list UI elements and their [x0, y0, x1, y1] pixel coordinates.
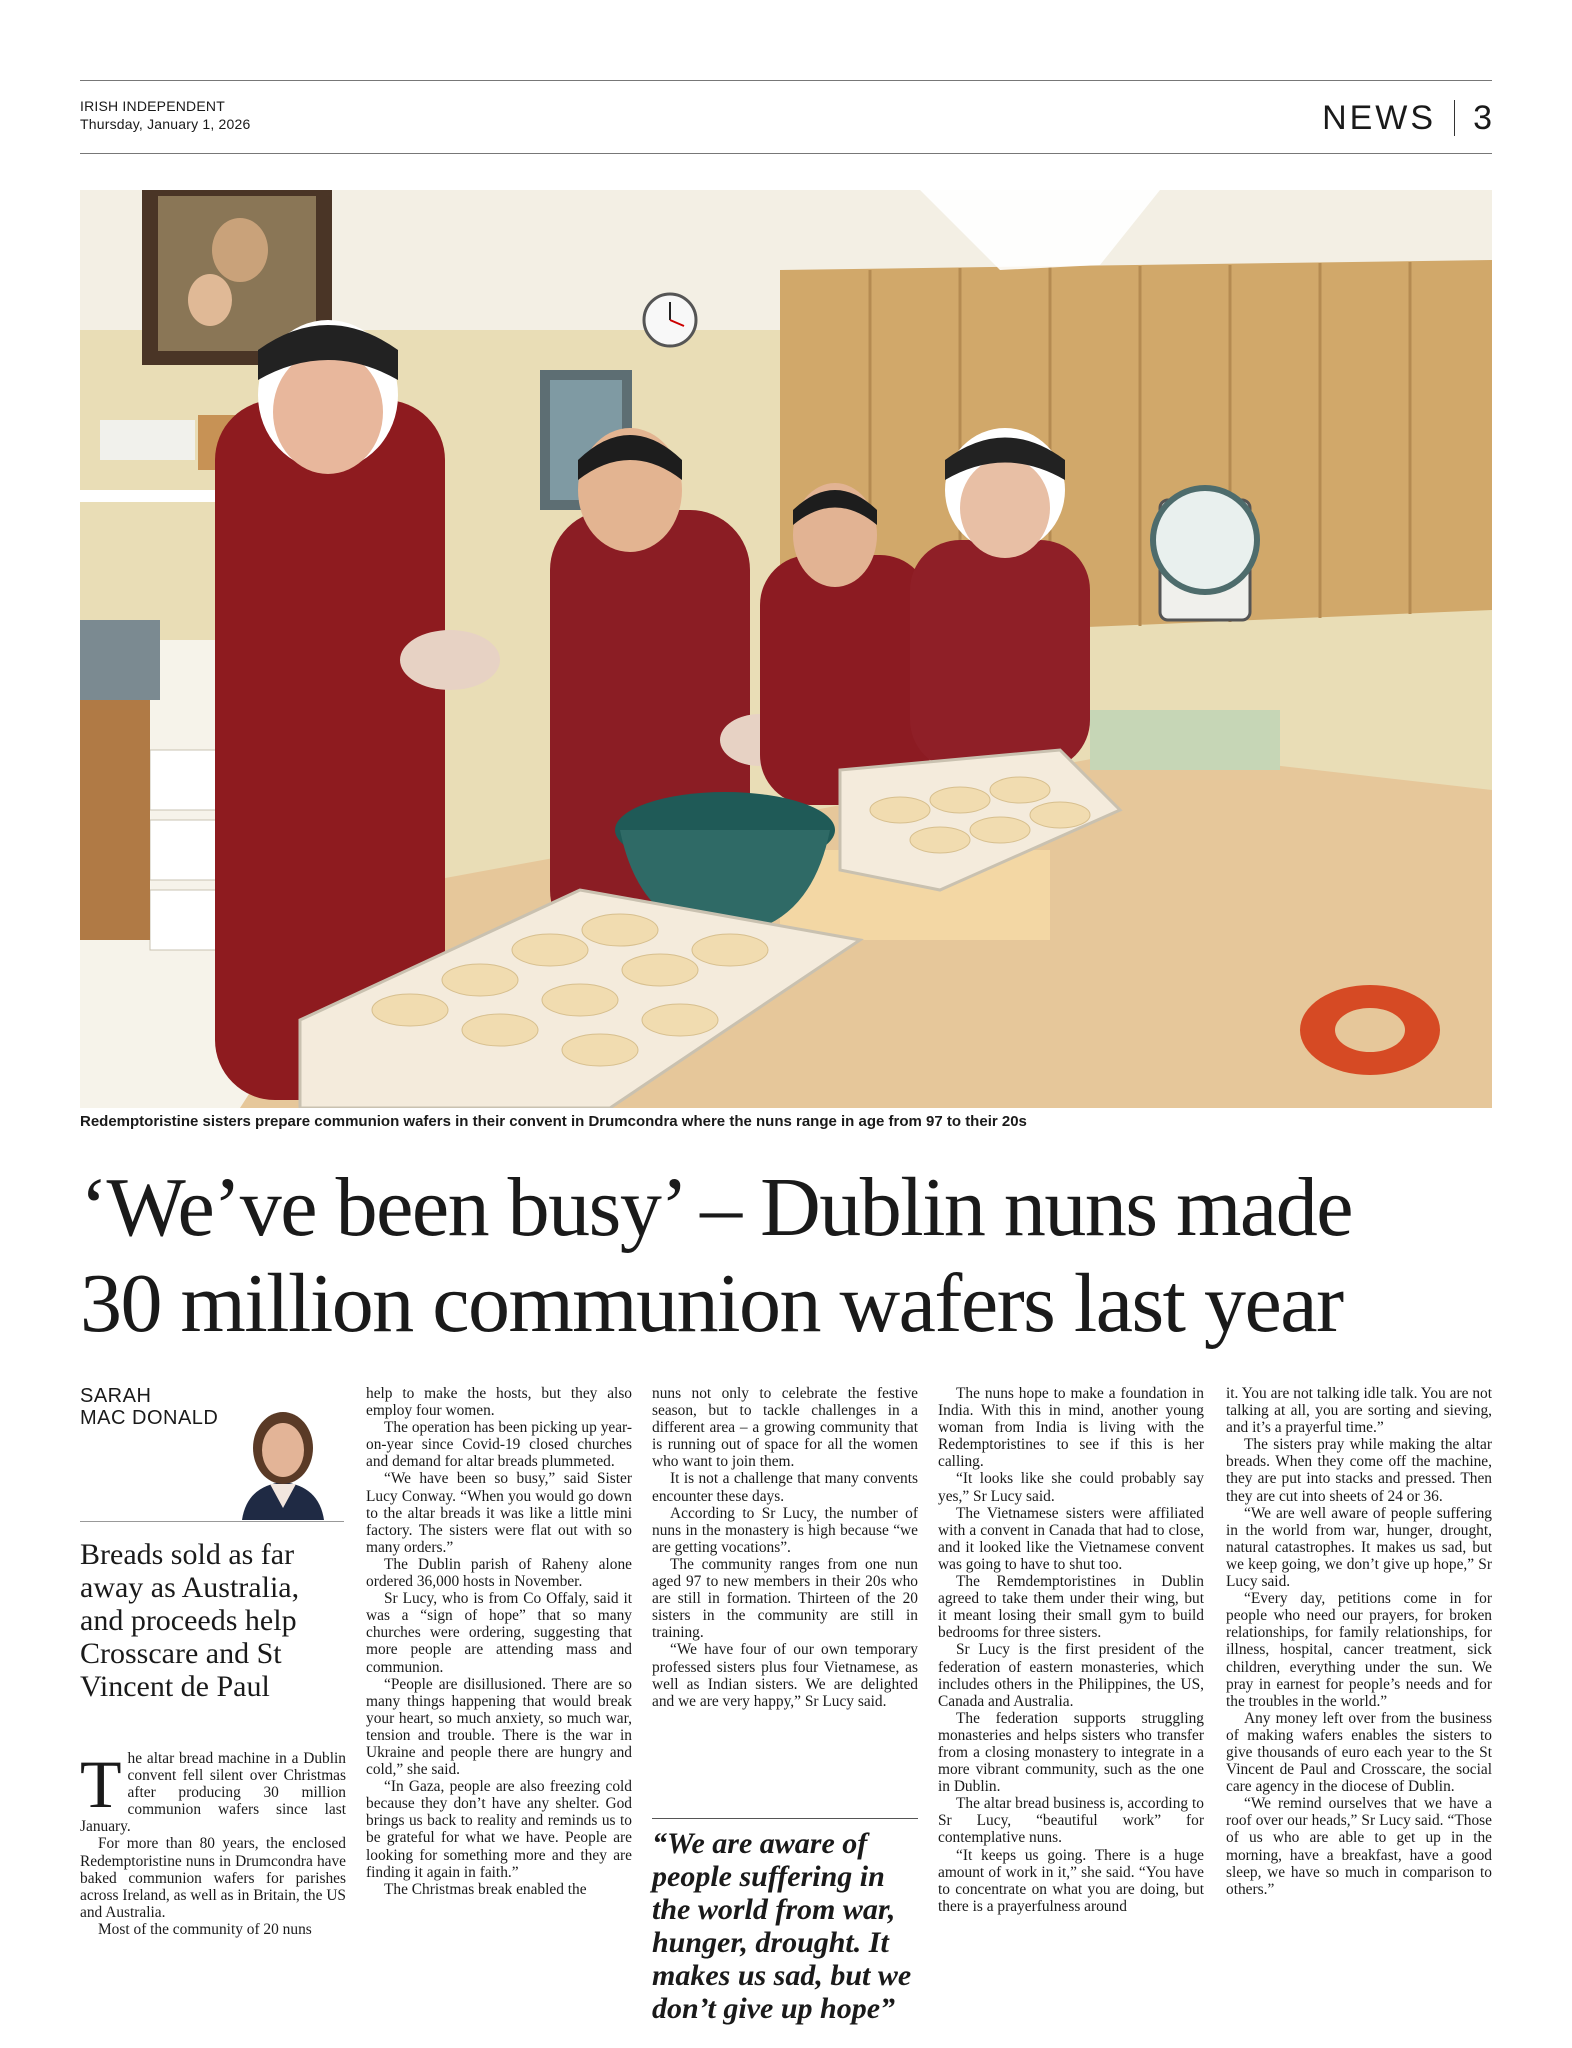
article-paragraph: “We have been so busy,” said Sister Lucy Conway. “When you would go down to the altar breads it was like a little mini factory. The sisters were flat out with so many orders.”: [366, 1470, 632, 1556]
article-paragraph: “It looks like she could probably say yes,” Sr Lucy said.: [938, 1470, 1204, 1505]
header-rule: [80, 153, 1492, 154]
article-paragraph: it. You are not talking idle talk. You are not talking at all, you are sorting and sieving, and it’s a prayerful time.”: [1226, 1385, 1492, 1437]
article-paragraph: The federation supports struggling monasteries and helps sisters who transfer from a closing monastery to integrate in a more vibrant community, such as the one in Dublin.: [938, 1709, 1204, 1796]
article-paragraph: The sisters pray while making the altar breads. When they come off the machine, they are put into stacks and pressed. Then they are cut into sheets of 24 or 36.: [1226, 1436, 1492, 1505]
headline: [80, 1160, 1492, 1352]
article-paragraph: The nuns hope to make a foundation in India. With this in mind, another young woman from India is living with the Redemptoristines to see if this is her calling.: [938, 1385, 1204, 1471]
article-paragraph: “Every day, petitions come in for people who need our prayers, for broken relationships, for family relationships, for illness, hospital, cancer treatment, sick children, everything under the sun. We pray in earnest for people’s needs and for the troubles in the world.”: [1226, 1590, 1492, 1710]
article-paragraph: According to Sr Lucy, the number of nuns in the monastery is high because “we are getting vocations”.: [652, 1504, 918, 1556]
article-paragraph: Most of the community of 20 nuns: [98, 1920, 312, 1938]
article-paragraph: The Christmas break enabled the: [384, 1880, 587, 1898]
article-paragraph: The operation has been picking up year-on-year since Covid-19 closed churches and demand for altar breads plummeted.: [366, 1419, 632, 1471]
section-header: [1322, 98, 1492, 138]
author-first-name: SARAH: [80, 1385, 152, 1407]
publication-date: Thursday, January 1, 2026: [80, 116, 251, 132]
article-paragraph: “We are well aware of people suffering in the world from war, hunger, drought, natural catastrophes. It makes us sad, but we keep going, we don’t give up hope,” Sr Lucy said.: [1226, 1504, 1492, 1591]
article-paragraph: “We remind ourselves that we have a roof over our heads,” Sr Lucy said. “Those of us who are able to get up in the morning, have a breakfast, have a good sleep, we have so much in comparison to others.”: [1226, 1795, 1492, 1898]
article-paragraph: For more than 80 years, the enclosed Redemptoristine nuns in Drumcondra have baked communion wafers for parishes across Ireland, as well as in Britain, the US and Australia.: [80, 1835, 346, 1921]
article-paragraph: “We have four of our own temporary professed sisters plus four Vietnamese, as well as Indian sisters. We are delighted and we are very happy,” Sr Lucy said.: [652, 1641, 918, 1710]
byline: [80, 1385, 218, 1429]
headline-line-2: 30 million communion wafers last year: [80, 1257, 1343, 1350]
article-paragraph: Sr Lucy, who is from Co Offaly, said it was a “sign of hope” that so many churches were ordering, suggesting that more people are attending mass and communion.: [366, 1590, 632, 1676]
photo-caption: Redemptoristine sisters prepare communion wafers in their convent in Drumcondra where the nuns range in age from 97 to their 20s: [80, 1113, 1027, 1130]
pull-quote: “We are aware of people suffering in the world from war, hunger, drought. It makes us sad, but we don’t give up hope”: [652, 1818, 918, 2025]
article-paragraph: Sr Lucy is the first president of the federation of eastern monasteries, which includes others in the Philippines, the US, Canada and Australia.: [938, 1641, 1204, 1710]
article-column-4: [938, 1385, 1204, 1915]
page-number: 3: [1473, 98, 1492, 137]
publication-name: IRISH INDEPENDENT: [80, 98, 225, 114]
article-paragraph: “It keeps us going. There is a huge amount of work in it,” she said. “You have to concentrate on what you are doing, but there is a prayerfulness around: [938, 1846, 1204, 1915]
author-last-name: MAC DONALD: [80, 1407, 219, 1429]
author-photo-icon: [222, 1398, 344, 1520]
headline-line-1: ‘We’ve been busy’ – Dublin nuns made: [80, 1161, 1352, 1254]
article-paragraph: The Vietnamese sisters were affiliated with a convent in Canada that had to close, and it looked like the Vietnamese convent was going to have to shut too.: [938, 1504, 1204, 1573]
article-paragraph: nuns not only to celebrate the festive season, but to tackle challenges in a different area – a growing community that is running out of space for all the women who want to join them.: [652, 1385, 918, 1471]
article-paragraph: Any money left over from the business of making wafers enables the sisters to give thousands of euro each year to the St Vincent de Paul and Crosscare, the social care agency in the diocese of Dublin.: [1226, 1709, 1492, 1796]
section-divider: [1454, 100, 1455, 136]
article-column-2: [366, 1385, 632, 1898]
byline-rule: [80, 1521, 344, 1522]
article-paragraph: help to make the hosts, but they also employ four women.: [366, 1385, 632, 1420]
standfirst: Breads sold as far away as Australia, and proceeds help Crosscare and St Vincent de Paul: [80, 1538, 300, 1703]
article-paragraph: “People are disillusioned. There are so many things happening that would break your heart, so much anxiety, so much war, tension and trouble. There is the war in Ukraine and people there are hungry and cold,” she said.: [366, 1675, 632, 1779]
article-paragraph: The Dublin parish of Raheny alone ordered 36,000 hosts in November.: [366, 1555, 632, 1591]
nuns-photo-icon: [80, 190, 1492, 1108]
top-rule: [80, 80, 1492, 81]
article-paragraph: he altar bread machine in a Dublin convent fell silent over Christmas after producing 30 million communion wafers since last January.: [80, 1750, 346, 1836]
article-paragraph: The community ranges from one nun aged 97 to new members in their 20s who are still in formation. Thirteen of the 20 sisters in the community are still in training.: [652, 1555, 918, 1642]
article-paragraph: “In Gaza, people are also freezing cold because they don’t have any shelter. God brings us back to reality and reminds us to be grateful for what we have. People are looking for something more and they are finding it again in faith.”: [366, 1778, 632, 1881]
article-column-1: [80, 1746, 346, 2000]
article-paragraph: The altar bread business is, according to Sr Lucy, “beautiful work” for contemplative nuns.: [938, 1795, 1204, 1847]
article-column-3: [652, 1385, 918, 1710]
article-column-5: [1226, 1385, 1492, 1898]
article-paragraph: It is not a challenge that many convents encounter these days.: [652, 1470, 918, 1505]
masthead: [80, 97, 251, 133]
section-name: NEWS: [1322, 98, 1437, 137]
article-paragraph: The Remdemptoristines in Dublin agreed to take them under their wing, but it meant losing their small gym to build bedrooms for three sisters.: [938, 1573, 1204, 1642]
dropcap: T: [80, 1746, 122, 1822]
